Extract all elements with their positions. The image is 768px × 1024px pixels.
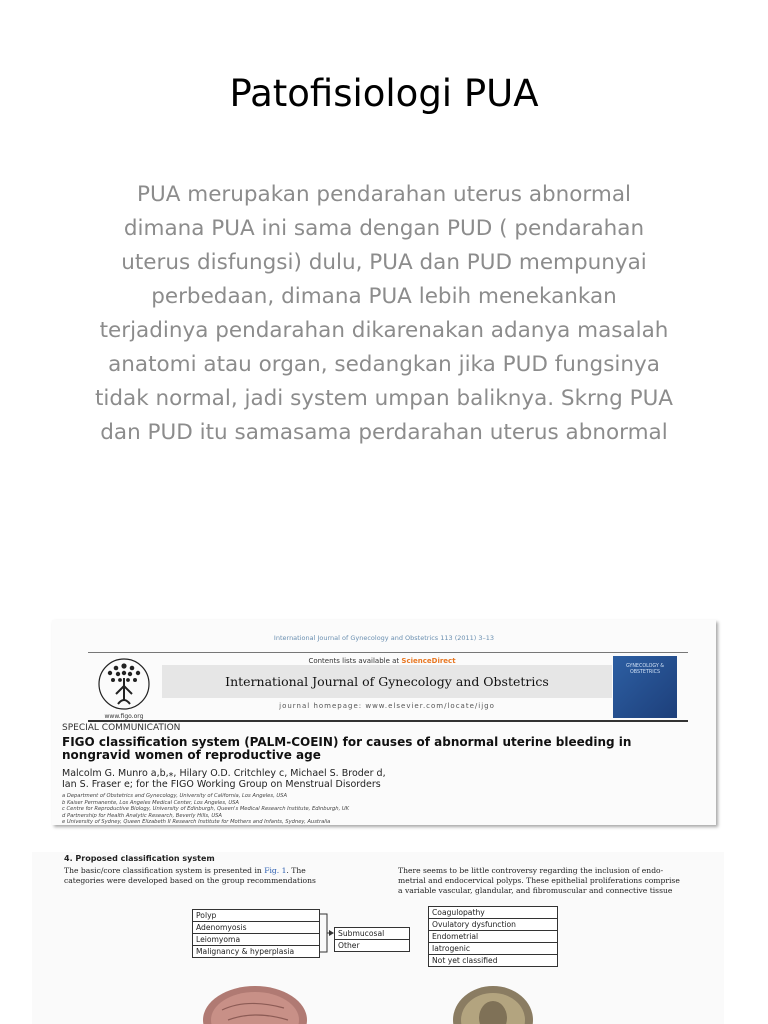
text-line: metrial and endocervical polyps. These epithelial proliferations comprise (398, 876, 680, 885)
body-line: dan PUD itu samasama perdarahan uterus abnormal (100, 420, 668, 445)
authors-line: Malcolm G. Munro a,b,⁎, Hilary O.D. Critchley c, Michael S. Broder d, (62, 768, 386, 779)
sciencedirect-link[interactable]: ScienceDirect (401, 657, 456, 665)
slide-title: Patofisiologi PUA (229, 72, 539, 115)
body-line: dimana PUA ini sama dengan PUD ( pendarahan (123, 216, 645, 241)
classification-image (32, 852, 724, 1024)
coein-item: Ovulatory dysfunction (429, 919, 557, 931)
text-line: categories were developed based on the group recommendations (64, 876, 316, 885)
coein-list (428, 906, 558, 967)
cover-title: GYNECOLOGY & OBSTETRICS (625, 664, 665, 675)
text-fragment: . The (286, 866, 306, 875)
affiliations (62, 793, 662, 825)
journal-homepage: journal homepage: www.elsevier.com/locate/ijgo (279, 702, 495, 710)
submucosal-item: Other (338, 941, 360, 950)
submucosal-item: Submucosal (335, 928, 409, 940)
affiliation: e University of Sydney, Queen Elizabeth II Research Institute for Mothers and Infants, Sydney, Australia (62, 819, 331, 825)
body-line: PUA merupakan pendarahan uterus abnormal (137, 182, 631, 207)
affiliation: a Department of Obstetrics and Gynecology, University of California, Los Angeles, USA (62, 793, 288, 799)
slide-body-text (40, 178, 728, 450)
submucosal-list (334, 927, 410, 952)
journal-title: International Journal of Gynecology and Obstetrics (225, 674, 549, 689)
header-rule-bold (88, 720, 688, 722)
coein-item: Coagulopathy (429, 907, 557, 919)
text-fragment: The basic/core classification system is presented in (64, 866, 262, 875)
figo-logo-icon (88, 656, 160, 720)
affiliation: c Centre for Reproductive Biology, University of Edinburgh, Queen's Medical Research Institute, Edinburgh, UK (62, 806, 350, 813)
contents-prefix: Contents lists available at (308, 657, 400, 665)
figure-link[interactable]: Fig. 1 (264, 866, 287, 875)
journal-header-image (52, 620, 716, 825)
article-title (62, 736, 702, 762)
journal-citation: International Journal of Gynecology and Obstetrics 113 (2011) 3–13 (273, 634, 495, 642)
palm-item: Adenomyosis (193, 922, 319, 934)
body-line: terjadinya pendarahan dikarenakan adanya masalah (99, 318, 669, 343)
coin-image (447, 980, 539, 1024)
body-line: tidak normal, jadi system umpan baliknya. Skrng PUA (94, 386, 674, 411)
logo-caption: www.figo.org (104, 713, 144, 720)
text-line (64, 866, 364, 876)
text-line: a variable vascular, glandular, and fibromuscular and connective tissue (398, 886, 673, 895)
affiliation: b Kaiser Permanente, Los Angeles Medical Center, Los Angeles, USA (62, 799, 239, 806)
authors (62, 768, 662, 790)
section-heading: 4. Proposed classification system (64, 854, 215, 863)
palm-hand-image (192, 980, 318, 1024)
right-column-text (398, 866, 698, 896)
article-title-line: nongravid women of reproductive age (62, 748, 321, 762)
contents-line (162, 657, 602, 665)
article-title-line: FIGO classification system (PALM-COEIN) for causes of abnormal uterine bleeding in (62, 735, 632, 749)
palm-list (192, 909, 320, 958)
section-label: SPECIAL COMMUNICATION (62, 723, 181, 733)
affiliation: d Partnership for Health Analytic Research, Beverly Hills, USA (62, 812, 222, 819)
header-rule (88, 652, 688, 653)
palm-item: Malignancy & hyperplasia (196, 947, 295, 956)
coein-item: Not yet classified (432, 956, 498, 965)
palm-item: Polyp (193, 910, 319, 922)
palm-item: Leiomyoma (193, 934, 319, 946)
body-line: uterus disfungsi) dulu, PUA dan PUD mempunyai (121, 250, 647, 275)
coein-item: Endometrial (429, 931, 557, 943)
body-line: anatomi atau organ, sedangkan jika PUD fungsinya (108, 352, 660, 377)
left-column-text (64, 866, 364, 886)
text-line: There seems to be little controversy regarding the inclusion of endo- (398, 866, 664, 875)
journal-cover (613, 656, 677, 718)
bracket-arrow-icon (319, 912, 335, 954)
body-line: perbedaan, dimana PUA lebih menekankan (151, 284, 617, 309)
coein-item: Iatrogenic (429, 943, 557, 955)
authors-line: Ian S. Fraser e; for the FIGO Working Group on Menstrual Disorders (62, 779, 381, 790)
